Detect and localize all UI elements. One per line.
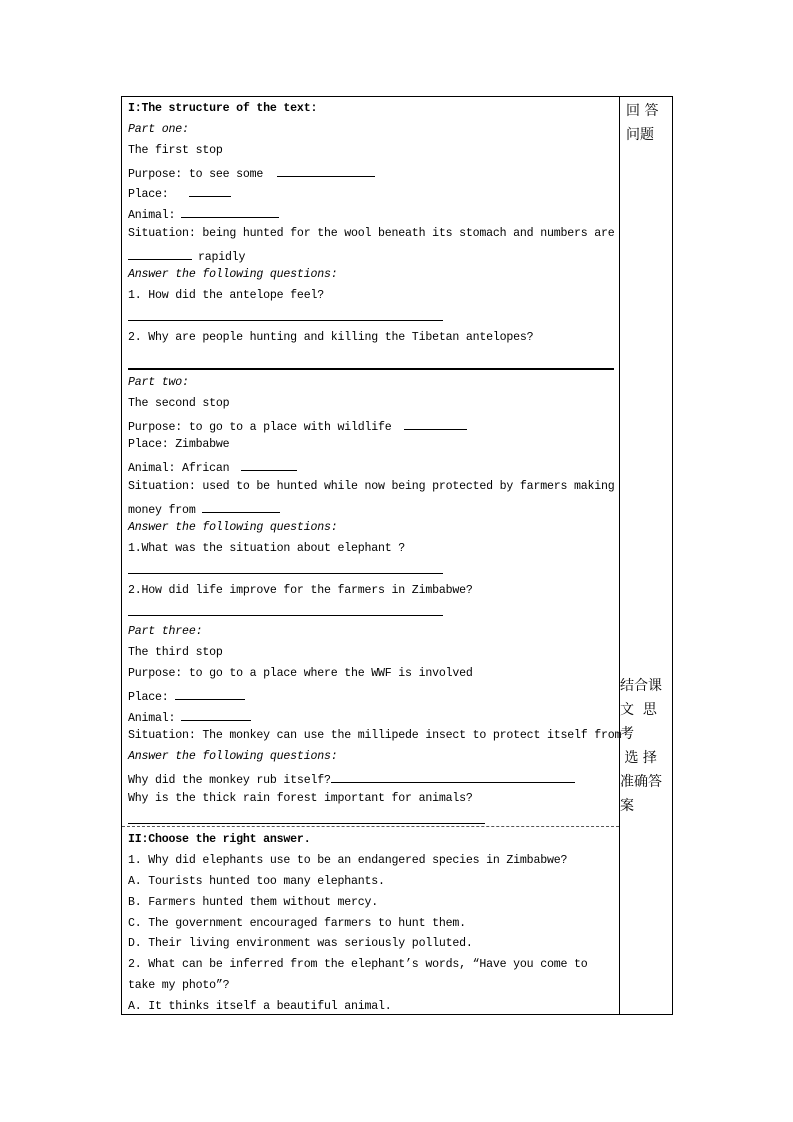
part2-q1: 1.What was the situation about elephant ? xyxy=(128,542,406,555)
side-note-answer-questions: 回 答 问题 xyxy=(626,103,659,143)
part1-questions-label: Answer the following questions: xyxy=(128,268,338,281)
part3-q1-answer-line[interactable] xyxy=(331,771,575,783)
part2-situation-line1: Situation: used to be hunted while now being protected by farmers making xyxy=(128,480,615,493)
part3-q1-text: Why did the monkey rub itself? xyxy=(128,774,331,787)
content-column xyxy=(122,97,620,1014)
part1-stop: The first stop xyxy=(128,144,223,157)
section2-q1-option-c: C. The government encouraged farmers to hunt them. xyxy=(128,917,466,930)
part2-q2-answer-line[interactable] xyxy=(128,615,443,616)
section2-heading: II:Choose the right answer. xyxy=(128,833,311,846)
part3-place-text: Place: xyxy=(128,691,169,704)
part3-place xyxy=(128,688,245,705)
part1-animal-text: Animal: xyxy=(128,209,176,222)
part3-q2: Why is the thick rain forest important for animals? xyxy=(128,792,473,805)
part1-situation-line2 xyxy=(128,248,245,265)
part3-label: Part three: xyxy=(128,625,203,638)
part3-animal-blank[interactable] xyxy=(181,709,251,721)
part2-questions-label: Answer the following questions: xyxy=(128,521,338,534)
part1-q2: 2. Why are people hunting and killing the Tibetan antelopes? xyxy=(128,331,534,344)
section2-q1: 1. Why did elephants use to be an endangered species in Zimbabwe? xyxy=(128,854,568,867)
notes-column xyxy=(620,97,672,1014)
part1-label: Part one: xyxy=(128,123,189,136)
part2-animal xyxy=(128,459,297,476)
part3-situation: Situation: The monkey can use the millipede insect to protect itself from xyxy=(128,729,622,742)
part3-place-blank[interactable] xyxy=(175,688,245,700)
section2-q1-option-d: D. Their living environment was seriously polluted. xyxy=(128,937,473,950)
side-note-choose-answer: 结合课 文 思 考 选 择 准确答 案 xyxy=(620,678,662,814)
part3-questions-label: Answer the following questions: xyxy=(128,750,338,763)
part1-place-blank[interactable] xyxy=(189,185,231,197)
part1-place xyxy=(128,185,231,202)
part1-q1-answer-line[interactable] xyxy=(128,320,443,321)
part1-situation-text: rapidly xyxy=(198,251,246,264)
part3-q2-answer-line[interactable] xyxy=(128,823,485,824)
worksheet-table xyxy=(121,96,673,1015)
part2-stop: The second stop xyxy=(128,397,230,410)
part2-label: Part two: xyxy=(128,376,189,389)
part2-q1-answer-line[interactable] xyxy=(128,573,443,574)
part2-animal-blank[interactable] xyxy=(241,459,297,471)
part1-purpose xyxy=(128,165,375,182)
part2-situation-text: money from xyxy=(128,504,196,517)
part3-animal-text: Animal: xyxy=(128,712,176,725)
part1-place-text: Place: xyxy=(128,188,169,201)
part3-q1 xyxy=(128,771,575,788)
part1-q1: 1. How did the antelope feel? xyxy=(128,289,324,302)
section2-q2-option-a: A. It thinks itself a beautiful animal. xyxy=(128,1000,392,1013)
part2-animal-text: Animal: African xyxy=(128,462,230,475)
part1-situation-blank[interactable] xyxy=(128,248,192,260)
part2-situation-blank[interactable] xyxy=(202,501,280,513)
part2-purpose-text: Purpose: to go to a place with wildlife xyxy=(128,421,392,434)
section1-heading: I:The structure of the text: xyxy=(128,102,318,115)
part1-purpose-text: Purpose: to see some xyxy=(128,168,264,181)
part1-animal xyxy=(128,206,279,223)
section2-q2-line1: 2. What can be inferred from the elephant’s words, “Have you come to xyxy=(128,958,588,971)
part2-place: Place: Zimbabwe xyxy=(128,438,230,451)
part1-q2-answer-line[interactable] xyxy=(128,368,614,370)
section2-q2-line2: take my photo”? xyxy=(128,979,230,992)
part3-stop: The third stop xyxy=(128,646,223,659)
part3-animal xyxy=(128,709,251,726)
part2-situation-line2 xyxy=(128,501,280,518)
part2-q2: 2.How did life improve for the farmers in Zimbabwe? xyxy=(128,584,473,597)
part1-animal-blank[interactable] xyxy=(181,206,279,218)
section-divider xyxy=(122,826,619,827)
part1-purpose-blank[interactable] xyxy=(277,165,375,177)
section2-q1-option-a: A. Tourists hunted too many elephants. xyxy=(128,875,385,888)
part3-purpose: Purpose: to go to a place where the WWF is involved xyxy=(128,667,473,680)
section2-q1-option-b: B. Farmers hunted them without mercy. xyxy=(128,896,379,909)
part2-purpose-blank[interactable] xyxy=(404,418,467,430)
part2-purpose xyxy=(128,418,467,435)
part1-situation-line1: Situation: being hunted for the wool beneath its stomach and numbers are xyxy=(128,227,615,240)
